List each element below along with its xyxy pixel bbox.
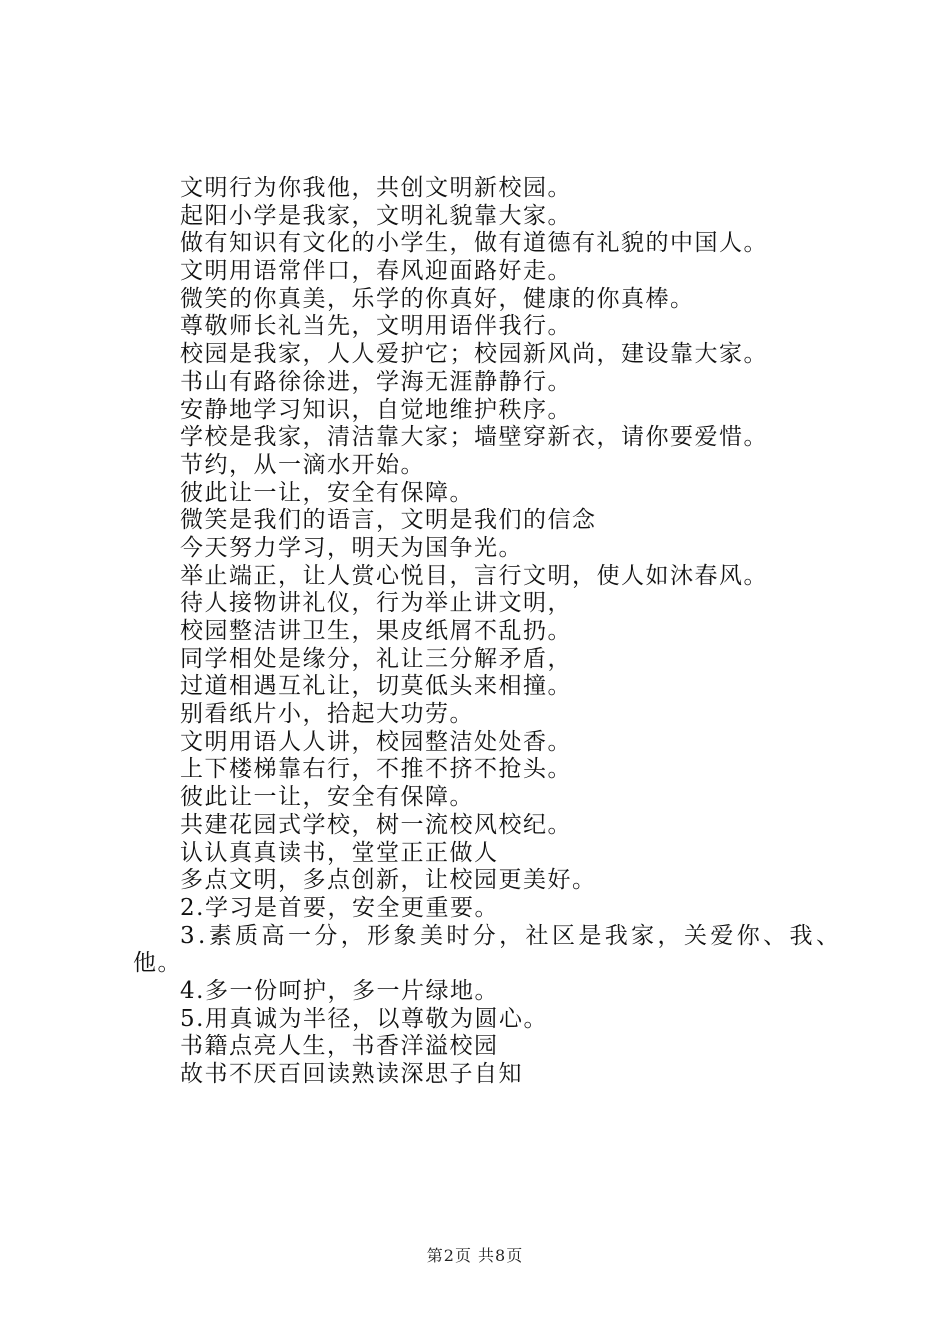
text-line: 别看纸片小，拾起大功劳。 [180, 701, 474, 728]
text-line: 同学相处是缘分，礼让三分解矛盾， [180, 645, 572, 672]
text-line: 安静地学习知识，自觉地维护秩序。 [180, 396, 572, 423]
text-line: 书山有路徐徐进，学海无涯静静行。 [180, 368, 572, 395]
text-line: 共建花园式学校，树一流校风校纪。 [180, 811, 572, 838]
text-line: 3.素质高一分，形象美时分，社区是我家，关爱你、我、 [180, 922, 843, 949]
page-number-footer: 第2页 共8页 [426, 1246, 524, 1265]
text-line: 举止端正，让人赏心悦目，言行文明，使人如沐春风。 [180, 562, 768, 589]
text-line: 微笑是我们的语言，文明是我们的信念 [180, 507, 597, 534]
text-line: 微笑的你真美，乐学的你真好，健康的你真棒。 [180, 285, 695, 312]
text-line: 故书不厌百回读熟读深思子自知 [180, 1061, 523, 1087]
text-line: 5.用真诚为半径，以尊敬为圆心。 [180, 1005, 548, 1032]
text-line: 彼此让一让，安全有保障。 [180, 784, 474, 811]
text-line: 过道相遇互礼让，切莫低头来相撞。 [180, 673, 572, 700]
text-line: 上下楼梯靠右行，不推不挤不抢头。 [180, 756, 572, 783]
text-line: 认认真真读书，堂堂正正做人 [180, 839, 499, 866]
text-line: 尊敬师长礼当先，文明用语伴我行。 [180, 313, 572, 340]
text-line: 做有知识有文化的小学生，做有道德有礼貌的中国人。 [180, 230, 768, 257]
text-line: 文明用语人人讲，校园整洁处处香。 [180, 728, 572, 755]
text-line: 4.多一份呵护，多一片绿地。 [180, 977, 499, 1004]
text-line: 校园是我家，人人爱护它；校园新风尚，建设靠大家。 [180, 341, 768, 368]
text-line: 彼此让一让，安全有保障。 [180, 479, 474, 506]
text-line: 多点文明，多点创新，让校园更美好。 [180, 867, 597, 894]
text-line: 节约，从一滴水开始。 [180, 451, 425, 478]
text-line: 待人接物讲礼仪，行为举止讲文明， [180, 590, 572, 617]
text-line: 起阳小学是我家，文明礼貌靠大家。 [180, 202, 572, 229]
text-line: 校园整洁讲卫生，果皮纸屑不乱扔。 [180, 618, 572, 644]
text-line: 文明行为你我他，共创文明新校园。 [180, 175, 572, 201]
text-line: 文明用语常伴口，春风迎面路好走。 [180, 258, 572, 285]
text-line: 今天努力学习，明天为国争光。 [180, 534, 523, 561]
text-line: 学校是我家，清洁靠大家；墙壁穿新衣，请你要爱惜。 [180, 424, 768, 451]
text-line: 2.学习是首要，安全更重要。 [180, 894, 499, 921]
text-line: 书籍点亮人生，书香洋溢校园 [180, 1033, 499, 1060]
document-body [133, 175, 843, 1089]
text-line-continuation: 他。 [133, 950, 182, 977]
